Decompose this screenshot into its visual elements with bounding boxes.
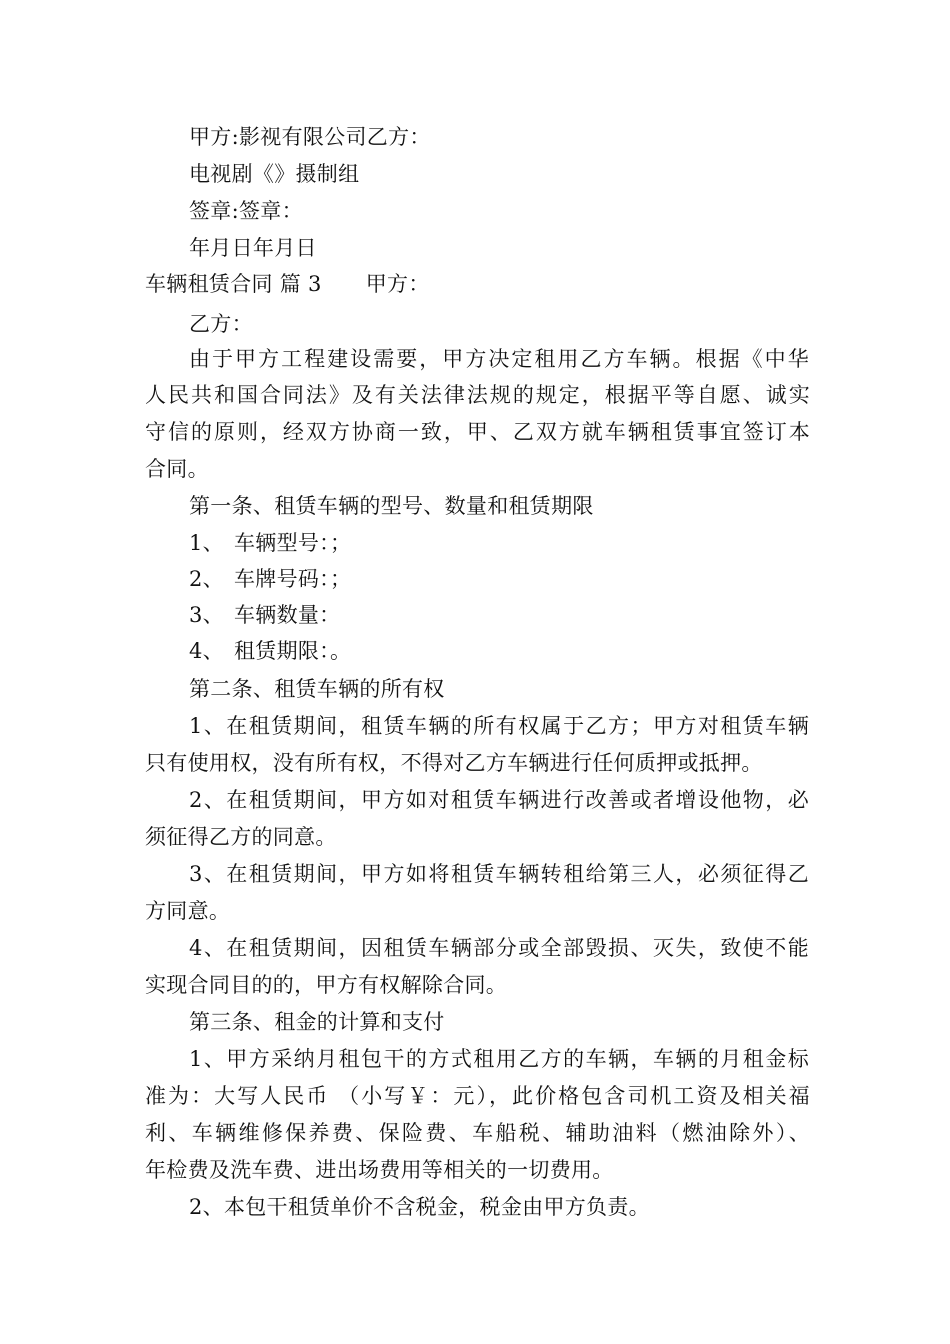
paragraph-line: 实现合同目的的，甲方有权解除合同。 [145, 973, 508, 997]
paragraph-line: 1、在租赁期间，租赁车辆的所有权属于乙方；甲方对租赁车辆 [189, 714, 809, 738]
paragraph-line: 4、在租赁期间，因租赁车辆部分或全部毁损、灭失，致使不能 [189, 936, 809, 960]
paragraph-line: 人民共和国合同法》及有关法律法规的规定，根据平等自愿、诚实 [145, 383, 810, 407]
party-line: 甲方:影视有限公司乙方： [189, 125, 431, 149]
list-item-text: 车辆型号：； [233, 531, 352, 555]
list-item [189, 524, 854, 562]
seal-line: 签章:签章： [189, 199, 303, 223]
contract-title: 车辆租赁合同 篇 3 [145, 272, 322, 296]
crew-line: 电视剧《》摄制组 [189, 162, 360, 186]
section-heading [145, 265, 810, 303]
paragraph-line: 方同意。 [145, 899, 231, 923]
paragraph-line: 2、在租赁期间，甲方如对租赁车辆进行改善或者增设他物，必 [189, 788, 809, 812]
list-item-number: 2、 [189, 567, 224, 591]
list-item-text: 车辆数量： [233, 603, 341, 627]
party-b-label: 乙方： [189, 312, 253, 336]
paragraph-line: 3、在租赁期间，甲方如将租赁车辆转租给第三人，必须征得乙 [189, 862, 809, 886]
list-item-text: 车牌号码：； [233, 567, 352, 591]
paragraph-line: 年检费及洗车费、进出场费用等相关的一切费用。 [145, 1158, 614, 1182]
paragraph-line: 1、甲方采纳月租包干的方式租用乙方的车辆，车辆的月租金标 [189, 1047, 809, 1071]
list-item [189, 632, 854, 670]
article-1-heading: 第一条、租赁车辆的型号、数量和租赁期限 [189, 494, 594, 518]
article-2-heading: 第二条、租赁车辆的所有权 [189, 677, 445, 701]
list-item-number: 4、 [189, 639, 224, 663]
paragraph-line: 利、车辆维修保养费、保险费、车船税、辅助油料（燃油除外）、 [145, 1121, 810, 1145]
list-item-number: 3、 [189, 603, 224, 627]
paragraph-line: 须征得乙方的同意。 [145, 825, 337, 849]
paragraph-line: 2、本包干租赁单价不含税金，税金由甲方负责。 [189, 1195, 650, 1219]
list-item-text: 租赁期限：。 [233, 639, 352, 663]
list-item [189, 596, 854, 634]
article-3-heading: 第三条、租金的计算和支付 [189, 1010, 445, 1034]
paragraph-line: 只有使用权，没有所有权，不得对乙方车辆进行任何质押或抵押。 [145, 751, 763, 775]
paragraph-line: 守信的原则，经双方协商一致，甲、乙双方就车辆租赁事宜签订本 [145, 420, 810, 444]
paragraph-line: 由于甲方工程建设需要，甲方决定租用乙方车辆。根据《中华 [189, 347, 809, 371]
list-item-number: 1、 [189, 531, 224, 555]
paragraph-line: 准为：大写人民币 （小写￥：元），此价格包含司机工资及相关福 [145, 1084, 810, 1108]
date-line: 年月日年月日 [189, 236, 317, 260]
party-a-label: 甲方： [365, 272, 430, 296]
list-item [189, 560, 854, 598]
paragraph-line: 合同。 [145, 457, 209, 481]
